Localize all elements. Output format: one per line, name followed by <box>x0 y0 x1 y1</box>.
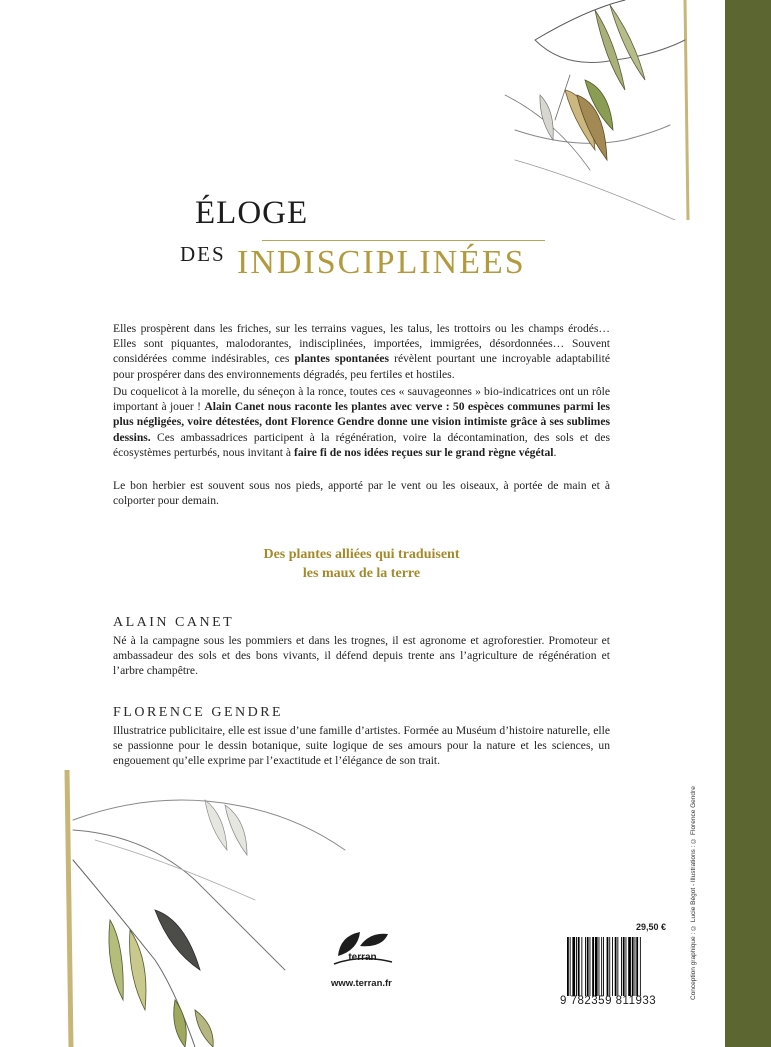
author-name-florence-gendre: FLORENCE GENDRE <box>113 705 284 720</box>
barcode-bar <box>621 937 622 996</box>
barcode-bar <box>609 937 610 996</box>
barcode-bar <box>567 937 569 996</box>
credits: Conception graphique : © Lucie Bégot - Illustrations : © Florence Gendre <box>690 786 697 1000</box>
barcode-bar <box>628 937 631 996</box>
barcode-bar <box>599 937 600 996</box>
barcode-bar <box>607 937 609 996</box>
barcode-bar <box>623 937 625 996</box>
title-divider <box>262 240 545 241</box>
isbn-number: 9 782359 811933 <box>560 995 657 1007</box>
author-name-alain-canet: ALAIN CANET <box>113 615 235 630</box>
barcode-bar <box>581 937 582 996</box>
spine-band <box>725 0 771 1047</box>
blurb-paragraph-2: Du coquelicot à la morelle, du séneçon à la ronce, toutes ces « sauvageonnes » bio-indicatrices ont un rôle important à jouer ! Alain Canet nous raconte les plantes avec verve : 50 espèces communes parmi les plus négligées, voire détestées, dont Florence Gendre donne une vision intimiste grâce à ses sublimes dessins. Ces ambassadrices participent à la régénération, voire la décontamination, des sols et des écosystèmes perturbés, nous invitant à faire fi de nos idées reçues sur le grand règne végétal. <box>113 385 610 459</box>
barcode-bar <box>615 937 617 996</box>
barcode-bar <box>570 937 571 996</box>
barcode-bar <box>585 937 586 996</box>
oat-illustration-bottom <box>55 770 355 1047</box>
title-eloge: ÉLOGE <box>195 195 309 231</box>
publisher-logo-text: terran <box>348 952 377 963</box>
tagline-line-1: Des plantes alliées qui traduisent <box>263 547 460 562</box>
barcode-bar <box>603 937 604 996</box>
barcode-bar <box>612 937 613 996</box>
barcode-bar <box>592 937 594 996</box>
tagline <box>113 545 610 583</box>
barcode <box>565 937 667 996</box>
title-indisciplinees: INDISCIPLINÉES <box>237 244 526 281</box>
barcode-bar <box>635 937 636 996</box>
tagline-line-2: les maux de la terre <box>302 566 421 581</box>
author-bio-alain-canet: Né à la campagne sous les pommiers et dans les trognes, il est agronome et agroforestier. Promoteur et ambassadeur des sols et des bons vivants, il défend depuis trente ans l’agriculture de régénération et l’arbre champêtre. <box>113 634 610 678</box>
barcode-bar <box>632 937 634 996</box>
barcode-bar <box>572 937 575 996</box>
barcode-bar <box>595 937 598 996</box>
barcode-bar <box>587 937 589 996</box>
barcode-bar <box>578 937 580 996</box>
oat-illustration-top <box>495 0 725 220</box>
barcode-bar <box>576 937 577 996</box>
barcode-bar <box>636 937 638 996</box>
barcode-bar <box>626 937 627 996</box>
author-bio-florence-gendre: Illustratrice publicitaire, elle est issue d’une famille d’artistes. Formée au Muséum d’histoire naturelle, elle se passionne pour le dessin botanique, suite logique de ses amours pour la nature et les sciences, un engouement qu’elle exprime par l’exactitude et l’élégance de son trait. <box>113 724 610 768</box>
barcode-bar <box>640 937 641 996</box>
publisher-website: www.terran.fr <box>331 978 392 989</box>
barcode-bar <box>601 937 602 996</box>
blurb-paragraph-3: Le bon herbier est souvent sous nos pieds, apporté par le vent ou les oiseaux, à portée de main et à colporter pour demain. <box>113 479 610 508</box>
price: 29,50 € <box>636 922 667 932</box>
title-des: DES <box>180 242 226 266</box>
blurb-paragraph-1: Elles prospèrent dans les friches, sur les terrains vagues, les talus, les trottoirs ou les champs érodés… Elles sont piquantes, malodorantes, indisciplinées, importées, immigrées, désordonnées… Souvent considérées comme indésirables, ces plantes spontanées révèlent pourtant une incroyable adaptabilité pour prospérer dans des environnements dégradés, peu fertiles et hostiles. <box>113 322 610 381</box>
barcode-bar <box>590 937 591 996</box>
barcode-bar <box>617 937 618 996</box>
